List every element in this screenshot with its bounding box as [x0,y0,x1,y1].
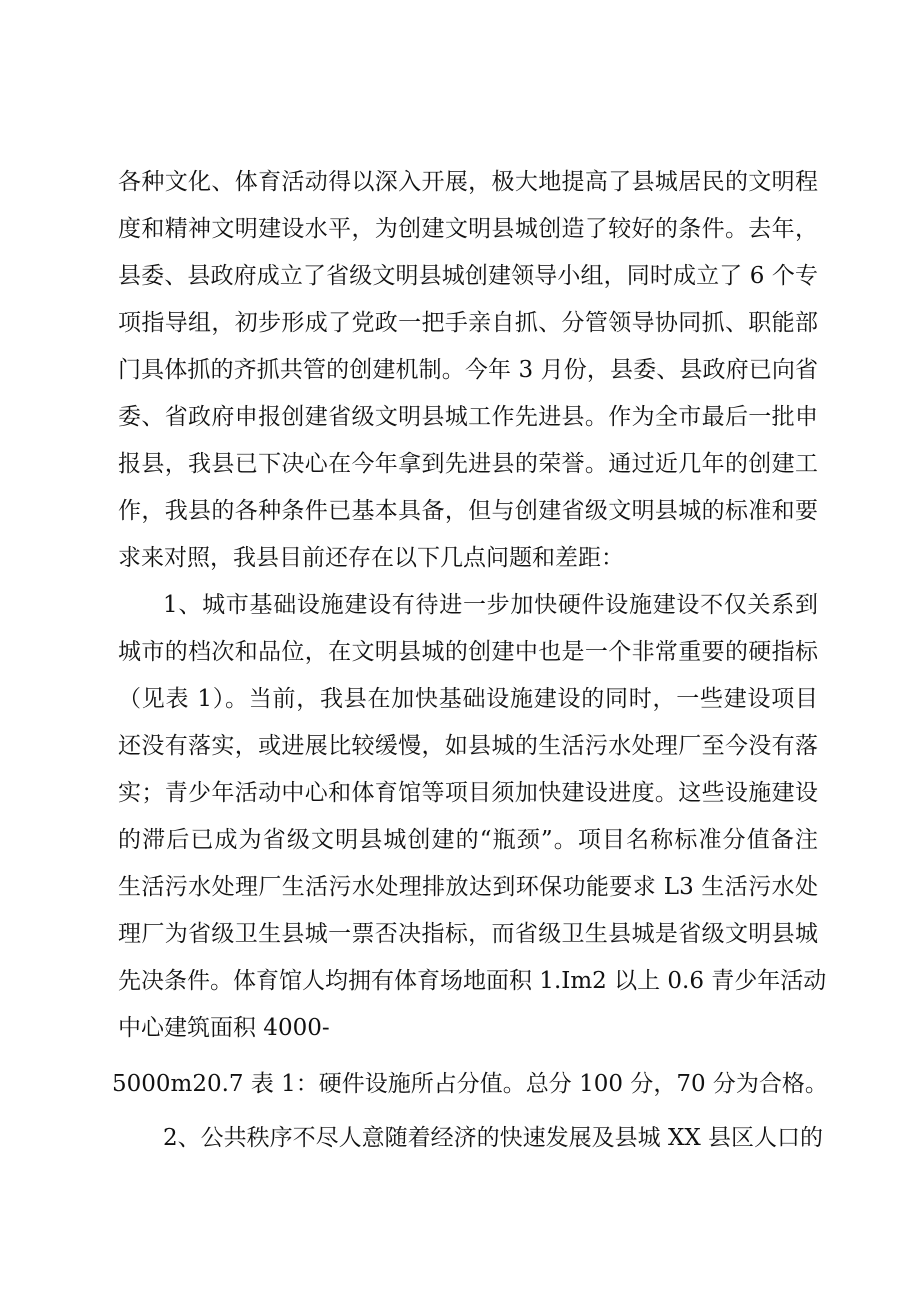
text-line: 的滞后已成为省级文明县城创建的“瓶颈”。项目名称标准分值备注 [118,827,818,853]
text-line: 生活污水处理厂生活污水处理排放达到环保功能要求 L3 生活污水处 [118,874,818,900]
text-line: 2、公共秩序不尽人意随着经济的快速发展及县城 XX 县区人口的 [163,1125,824,1151]
text-line: 中心建筑面积 4000- [118,1015,330,1041]
text-line: 门具体抓的齐抓共管的创建机制。今年 3 月份，县委、县政府已向省 [118,357,818,383]
text-line: 求来对照，我县目前还存在以下几点问题和差距： [118,545,624,571]
text-line: 5000m20.7 表 1：硬件设施所占分值。总分 100 分，70 分为合格。 [112,1071,828,1097]
text-line: 1、城市基础设施建设有待进一步加快硬件设施建设不仅关系到 [163,592,818,618]
text-line: 项指导组，初步形成了党政一把手亲自抓、分管领导协同抓、职能部 [118,310,818,336]
text-line: （见表 1）。当前，我县在加快基础设施建设的同时，一些建设项目 [118,686,818,712]
text-line: 委、省政府申报创建省级文明县城工作先进县。作为全市最后一批申 [118,404,818,430]
text-line: 报县，我县已下决心在今年拿到先进县的荣誉。通过近几年的创建工 [118,451,818,477]
text-line: 实；青少年活动中心和体育馆等项目须加快建设进度。这些设施建设 [118,780,818,806]
text-line: 作，我县的各种条件已基本具备，但与创建省级文明县城的标准和要 [118,498,818,524]
text-line: 县委、县政府成立了省级文明县城创建领导小组，同时成立了 6 个专 [118,263,818,289]
text-line: 先决条件。体育馆人均拥有体育场地面积 1.Im2 以上 0.6 青少年活动 [118,968,827,994]
text-line: 理厂为省级卫生县城一票否决指标，而省级卫生县城是省级文明县城 [118,921,818,947]
text-line: 城市的档次和品位，在文明县城的创建中也是一个非常重要的硬指标 [118,639,818,665]
text-line: 还没有落实，或进展比较缓慢，如县城的生活污水处理厂至今没有落 [118,733,818,759]
text-line: 各种文化、体育活动得以深入开展，极大地提高了县城居民的文明程 [118,169,818,195]
text-line: 度和精神文明建设水平，为创建文明县城创造了较好的条件。去年， [118,216,818,242]
